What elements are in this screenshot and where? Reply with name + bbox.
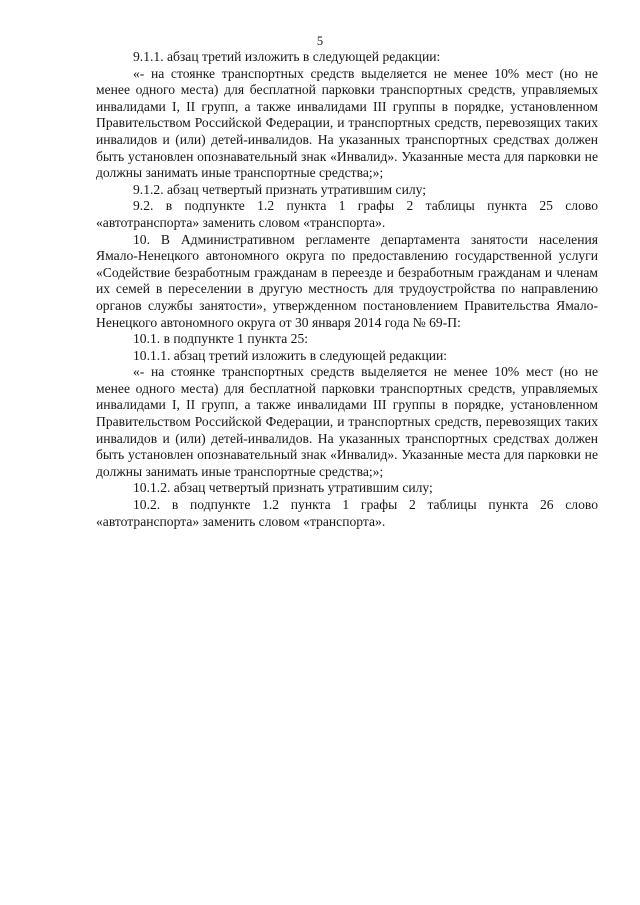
paragraph-9-2: 9.2. в подпункте 1.2 пункта 1 графы 2 таблицы пункта 25 слово «автотранспорта» заменить словом «транспорта». — [96, 198, 598, 230]
paragraph-10: 10. В Административном регламенте департамента занятости населения Ямало-Ненецкого автономного округа по предоставлению государственной услуги «Содействие безработным гражданам в переезде и безработным гражданам и членам их семей в переселении в другую местность для трудоустройства по направлению органов службы занятости», утвержденном постановлением Правительства Ямало-Ненецкого автономного округа от 30 января 2014 года № 69-П: — [96, 231, 598, 330]
paragraph-9-1-1: 9.1.1. абзац третий изложить в следующей редакции: — [133, 49, 441, 64]
paragraph-9-1-2: 9.1.2. абзац четвертый признать утратившим силу; — [133, 181, 427, 197]
page-number: 5 — [316, 34, 324, 48]
paragraph-10-1-2: 10.1.2. абзац четвертый признать утратившим силу; — [133, 480, 433, 496]
paragraph-quote-10-1-1: «- на стоянке транспортных средств выделяется не менее 10% мест (но не менее одного места) для бесплатной парковки транспортных средств, управляемых инвалидами I, II групп, а также инвалидами III группы в порядке, установленном Правительством Российской Федерации, и транспортных средств, перевозящих таких инвалидов и (или) детей-инвалидов. На указанных транспортных средствах должен быть установлен опознавательный знак «Инвалид». Указанные места для парковки не должны занимать иные транспортные средства;»; — [96, 364, 598, 479]
paragraph-quote-9-1-1: «- на стоянке транспортных средств выделяется не менее 10% мест (но не менее одного места) для бесплатной парковки транспортных средств, управляемых инвалидами I, II групп, а также инвалидами III группы в порядке, установленном Правительством Российской Федерации, и транспортных средств, перевозящих таких инвалидов и (или) детей-инвалидов. На указанных транспортных средствах должен быть установлен опознавательный знак «Инвалид». Указанные места для парковки не должны занимать иные транспортные средства;»; — [96, 65, 598, 181]
paragraph-10-1: 10.1. в подпункте 1 пункта 25: — [133, 331, 309, 347]
document-body — [96, 49, 598, 530]
paragraph-10-2: 10.2. в подпункте 1.2 пункта 1 графы 2 таблицы пункта 26 слово «автотранспорта» заменить словом «транспорта». — [96, 497, 598, 529]
paragraph-10-1-1: 10.1.1. абзац третий изложить в следующей редакции: — [133, 347, 448, 363]
